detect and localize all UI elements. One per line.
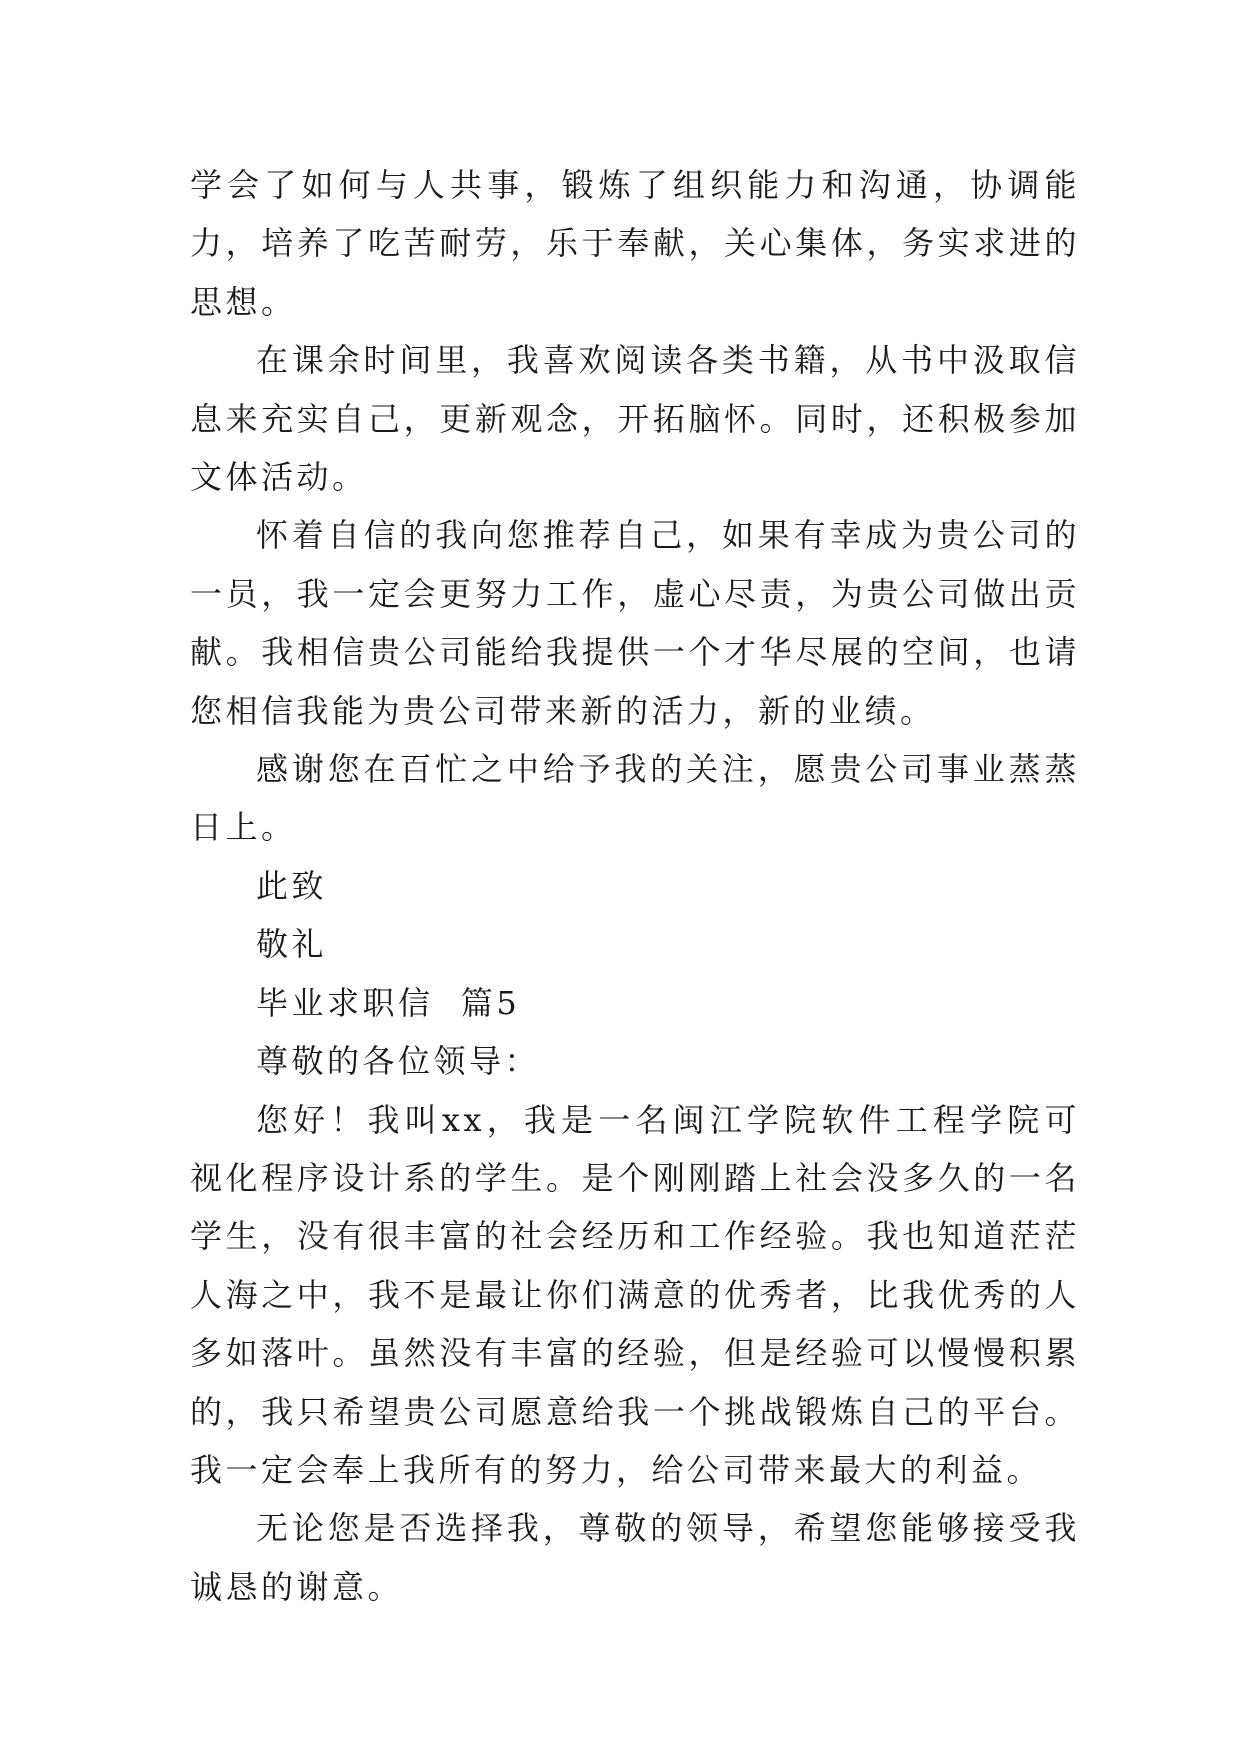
paragraph-introduction: 您好！我叫xx，我是一名闽江学院软件工程学院可视化程序设计系的学生。是个刚刚踏上社会没多久的一名学生，没有很丰富的社会经历和工作经验。我也知道茫茫人海之中，我不是最让你们满意的优秀者，比我优秀的人多如落叶。虽然没有丰富的经验，但是经验可以慢慢积累的，我只希望贵公司愿意给我一个挑战锻炼自己的平台。我一定会奉上我所有的努力，给公司带来最大的利益。 — [190, 1100, 1080, 1489]
closing-salutation: 此致 — [256, 866, 328, 905]
letter-body — [190, 156, 1080, 1616]
greeting: 尊敬的各位领导： — [256, 1042, 541, 1081]
paragraph-recommendation: 怀着自信的我向您推荐自己，如果有幸成为贵公司的一员，我一定会更努力工作，虚心尽责，为贵公司做出贡献。我相信贵公司能给我提供一个才华尽展的空间，也请您相信我能为贵公司带来新的活力，新的业绩。 — [190, 516, 1080, 730]
paragraph-thanks: 感谢您在百忙之中给予我的关注，愿贵公司事业蒸蒸日上。 — [190, 750, 1080, 847]
section-heading: 毕业求职信 篇5 — [256, 983, 521, 1022]
paragraph-skills: 学会了如何与人共事，锻炼了组织能力和沟通，协调能力，培养了吃苦耐劳，乐于奉献，关心集体，务实求进的思想。 — [190, 166, 1080, 321]
paragraph-reading: 在课余时间里，我喜欢阅读各类书籍，从书中汲取信息来充实自己，更新观念，开拓脑怀。同时，还积极参加文体活动。 — [190, 341, 1080, 497]
paragraph-gratitude: 无论您是否选择我，尊敬的领导，希望您能够接受我诚恳的谢意。 — [190, 1509, 1080, 1606]
closing-regards: 敬礼 — [256, 925, 328, 964]
